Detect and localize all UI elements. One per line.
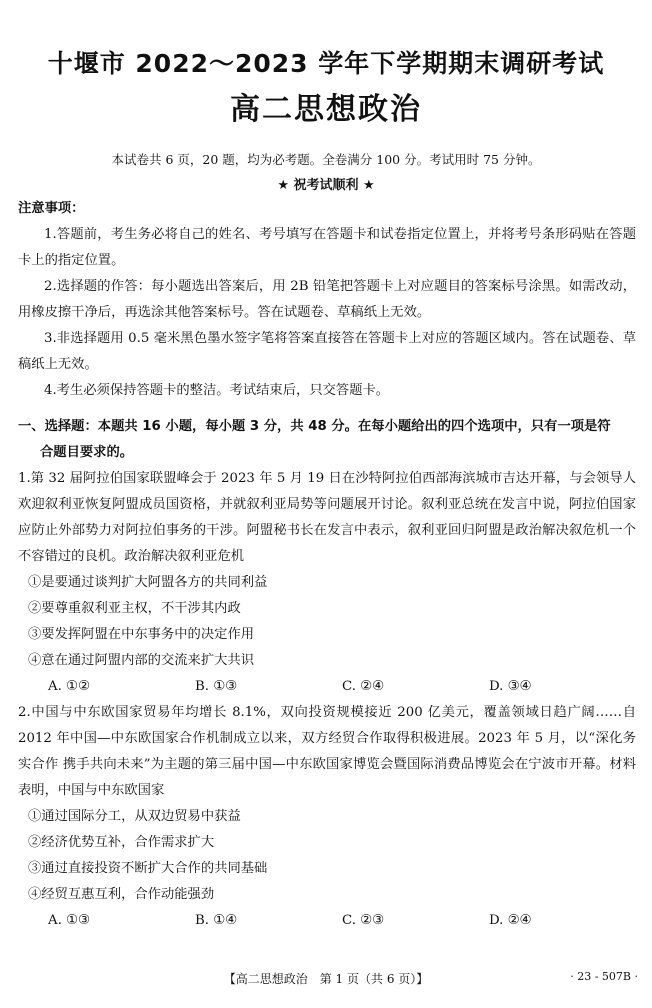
choice-d: D. ②④ bbox=[489, 913, 532, 928]
section-heading: 一、选择题：本题共 16 小题，每小题 3 分，共 48 分。在每小题给出的四个选项中，只有一项是符 bbox=[18, 419, 611, 434]
option-statement: ②经济优势互补，合作需求扩大 bbox=[28, 835, 215, 850]
exam-content bbox=[18, 196, 636, 934]
option-statement: ④经贸互惠互利，合作动能强劲 bbox=[28, 887, 215, 902]
page-footer: 【高二思想政治 第 1 页（共 6 页）】 bbox=[223, 972, 429, 986]
section-heading-cont: 合题目要求的。 bbox=[40, 445, 134, 460]
question-1 bbox=[18, 466, 636, 700]
option-statement: ③通过直接投资不断扩大合作的共同基础 bbox=[28, 861, 268, 876]
option-statement: ①是要通过谈判扩大阿盟各方的共同利益 bbox=[28, 575, 268, 590]
exam-info: 本试卷共 6 页，20 题，均为必考题。全卷满分 100 分。考试用时 75 分钟。 bbox=[111, 152, 541, 167]
choice-d: D. ③④ bbox=[489, 679, 532, 694]
question-stem: 2.中国与中东欧国家贸易年均增长 8.1%，双向投资规模接近 200 亿美元，覆盖领域日趋广阔……自 2012 年中国—中东欧国家合作机制成立以来，双方经贸合作取得积极进展。2023 年 5 月，以“深化务实合作 携手共向未来”为主题的第三届中国—中东欧国家博览会暨国际消费品博览会在宁波市开幕。材料表明，中国与中东欧国家 bbox=[18, 705, 636, 798]
choice-c: C. ②④ bbox=[342, 679, 384, 694]
answer-choices bbox=[18, 908, 636, 934]
note-item-3: 3.非选择题用 0.5 毫米黑色墨水签字笔将答案直接答在答题卡上对应的答题区域内。答在试题卷、草稿纸上无效。 bbox=[18, 331, 636, 372]
answer-choices bbox=[18, 674, 636, 700]
notes-heading: 注意事项： bbox=[18, 201, 85, 216]
good-luck-banner: ★ 祝考试顺利 ★ bbox=[277, 178, 375, 193]
option-statement: ③要发挥阿盟在中东事务中的决定作用 bbox=[28, 627, 255, 642]
option-statement: ②要尊重叙利亚主权，不干涉其内政 bbox=[28, 601, 241, 616]
choice-a: A. ①② bbox=[48, 679, 90, 694]
choice-b: B. ①④ bbox=[195, 913, 238, 928]
exam-code: · 23 - 507B · bbox=[570, 970, 638, 983]
choice-b: B. ①③ bbox=[195, 679, 238, 694]
note-item-1: 1.答题前，考生务必将自己的姓名、考号填写在答题卡和试卷指定位置上，并将考号条形码贴在答题卡上的指定位置。 bbox=[18, 227, 636, 268]
option-statement: ①通过国际分工，从双边贸易中获益 bbox=[28, 809, 241, 824]
exam-title: 十堰市 2022～2023 学年下学期期末调研考试 bbox=[47, 49, 605, 78]
note-item-2: 2.选择题的作答：每小题选出答案后，用 2B 铅笔把答题卡上对应题目的答案标号涂黑。如需改动，用橡皮擦干净后，再选涂其他答案标号。答在试题卷、草稿纸上无效。 bbox=[18, 279, 636, 320]
choice-a: A. ①③ bbox=[48, 913, 90, 928]
option-statement: ④意在通过阿盟内部的交流来扩大共识 bbox=[28, 653, 255, 668]
subject-title: 高二思想政治 bbox=[230, 92, 422, 127]
question-stem: 1.第 32 届阿拉伯国家联盟峰会于 2023 年 5 月 19 日在沙特阿拉伯西部海滨城市吉达开幕，与会领导人欢迎叙利亚恢复阿盟成员国资格，并就叙利亚局势等问题展开讨论。叙利亚总统在发言中说，阿拉伯国家应防止外部势力对阿拉伯事务的干涉。阿盟秘书长在发言中表示，叙利亚回归阿盟是政治解决叙危机一个不容错过的良机。政治解决叙利亚危机 bbox=[18, 471, 636, 564]
choice-c: C. ②③ bbox=[342, 913, 384, 928]
note-item-4: 4.考生必须保持答题卡的整洁。考试结束后，只交答题卡。 bbox=[44, 383, 390, 398]
question-2 bbox=[18, 700, 636, 934]
